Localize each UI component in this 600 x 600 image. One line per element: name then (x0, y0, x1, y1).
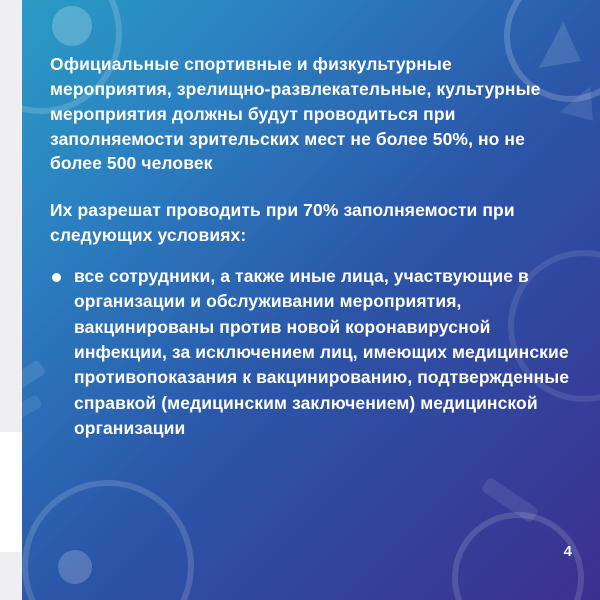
list-item-label: все сотрудники, а также иные лица, участвующие в организации и обслуживании мероприятия, вакцинированы против новой коронавирусной инфекции, за исключением лиц, имеющих медицинские противопоказания к вакцинированию, подтвержденные справкой (медицинским заключением) медицинской организации (74, 265, 570, 439)
paragraph-condition-heading: Их разрешат проводить при 70% заполняемости при следующих условиях: (50, 200, 515, 246)
left-edge-strip (0, 0, 22, 600)
bullet-dot-icon (52, 273, 61, 282)
bullet-list (50, 264, 570, 442)
slide-content-card (22, 22, 600, 578)
paragraph-intro: Официальные спортивные и физкультурные мероприятия, зрелищно-развлекательные, культурные мероприятия должны будут проводиться при заполняемости зрительских мест не более 50%, но не более 500 человек (50, 54, 541, 174)
slide-body (50, 52, 570, 442)
page-number: 4 (563, 543, 572, 560)
left-edge-strip-highlight (0, 432, 22, 552)
list-item (50, 264, 570, 442)
